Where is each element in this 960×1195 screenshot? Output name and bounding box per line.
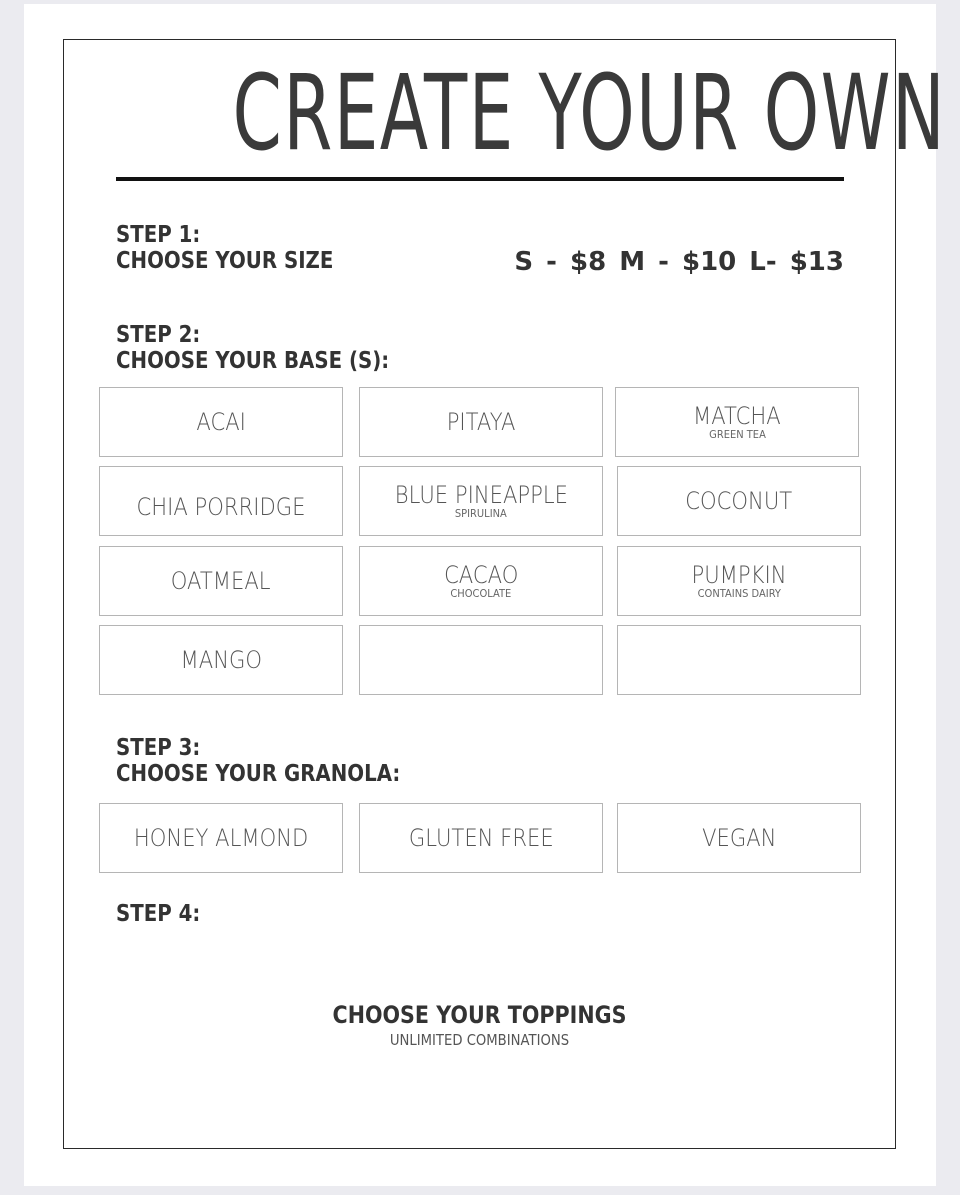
- base-note: GREEN TEA: [708, 428, 766, 441]
- base-name: BLUE PINEAPPLE: [394, 481, 568, 509]
- base-note: SPIRULINA: [455, 507, 507, 520]
- base-name: MATCHA: [693, 402, 781, 430]
- step-1-heading: [116, 222, 333, 274]
- step-2-title: CHOOSE YOUR BASE (S):: [116, 348, 390, 374]
- toppings-note: UNLIMITED COMBINATIONS: [389, 1031, 570, 1049]
- base-option-cacao[interactable]: [359, 546, 603, 616]
- base-name: OATMEAL: [171, 567, 271, 595]
- granola-option-vegan[interactable]: [617, 803, 861, 873]
- base-option-blue-pineapple[interactable]: [359, 466, 603, 536]
- base-note: CONTAINS DAIRY: [697, 587, 781, 600]
- step-4-heading: [116, 901, 200, 927]
- base-option-empty[interactable]: [359, 625, 603, 695]
- base-name: ACAI: [196, 408, 246, 436]
- base-option-chia-porridge[interactable]: [99, 466, 343, 536]
- step-1-title: CHOOSE YOUR SIZE: [116, 248, 334, 274]
- base-option-empty[interactable]: [617, 625, 861, 695]
- base-name: MANGO: [180, 646, 262, 674]
- step-3-label: STEP 3:: [116, 735, 201, 761]
- base-note: CHOCOLATE: [450, 587, 512, 600]
- base-option-mango[interactable]: [99, 625, 343, 695]
- page-title: CREATE YOUR OWN: [232, 52, 947, 174]
- step-2-label: STEP 2:: [116, 322, 201, 348]
- base-name: PUMPKIN: [691, 561, 787, 589]
- base-option-matcha[interactable]: [615, 387, 859, 457]
- base-option-oatmeal[interactable]: [99, 546, 343, 616]
- base-option-pitaya[interactable]: [359, 387, 603, 457]
- base-name: CHIA PORRIDGE: [136, 493, 306, 521]
- base-name: COCONUT: [685, 487, 793, 515]
- granola-name: VEGAN: [701, 824, 777, 852]
- granola-option-honey-almond[interactable]: [99, 803, 343, 873]
- granola-name: GLUTEN FREE: [408, 824, 554, 852]
- granola-name: HONEY ALMOND: [133, 824, 309, 852]
- title-underline: [116, 177, 844, 181]
- base-option-pumpkin[interactable]: [617, 546, 861, 616]
- base-option-acai[interactable]: [99, 387, 343, 457]
- size-prices: S - $8 M - $10 L- $13: [514, 247, 844, 277]
- granola-option-gluten-free[interactable]: [359, 803, 603, 873]
- step-2-heading: [116, 322, 389, 374]
- base-name: PITAYA: [446, 408, 516, 436]
- base-option-coconut[interactable]: [617, 466, 861, 536]
- step-3-title: CHOOSE YOUR GRANOLA:: [116, 761, 401, 787]
- step-3-heading: [116, 735, 400, 787]
- toppings-title: CHOOSE YOUR TOPPINGS: [332, 1001, 627, 1029]
- base-name: CACAO: [443, 561, 519, 589]
- toppings-section: [63, 1000, 896, 1050]
- step-4-label: STEP 4:: [116, 901, 201, 927]
- step-1-label: STEP 1:: [116, 222, 201, 248]
